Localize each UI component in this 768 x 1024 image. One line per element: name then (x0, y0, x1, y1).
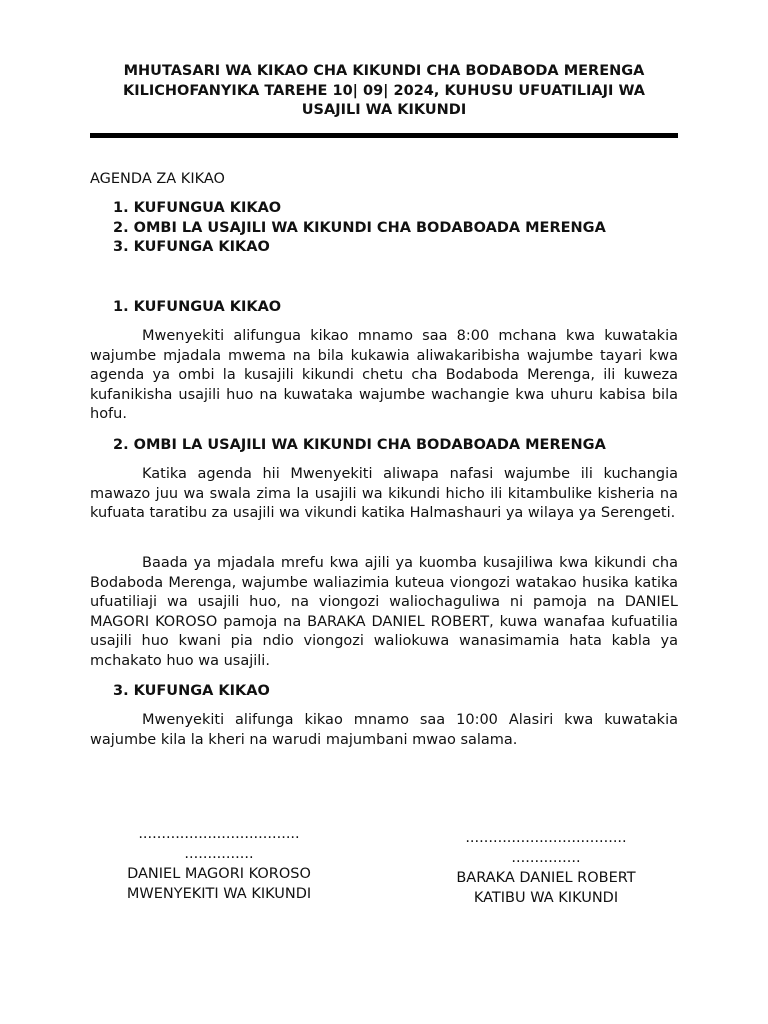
agenda-item: 2. OMBI LA USAJILI WA KIKUNDI CHA BODABOADA MERENGA (113, 219, 606, 236)
signatory-role: KATIBU WA KIKUNDI (473, 890, 619, 906)
section-2-heading: 2. OMBI LA USAJILI WA KIKUNDI CHA BODABOADA MERENGA (113, 437, 606, 453)
signatory-name: BARAKA DANIEL ROBERT (456, 870, 636, 886)
agenda-item: 1. KUFUNGUA KIKAO (113, 200, 282, 216)
signature-dots-line: ............... (184, 846, 254, 862)
agenda-item: 3. KUFUNGA KIKAO (113, 239, 270, 255)
title-divider (90, 133, 678, 138)
agenda-list (113, 199, 606, 258)
signatory-role: MWENYEKITI WA KIKUNDI (126, 886, 312, 902)
section-1-paragraph: Mwenyekiti alifungua kikao mnamo saa 8:00 mchana kwa kuwatakia wajumbe mjadala mwema na bila kukawia aliwakaribisha wajumbe tayari kwa agenda ya ombi la kusajili kikundi chetu cha Bodaboda Merenga, ili kuweza kufanikisha usajili huo na kuwataka wajumbe wachangie kwa uhuru kabisa bila hofu. (90, 328, 678, 423)
signature-dots-line: ............... (511, 850, 581, 866)
signature-dots-line: ................................... (465, 830, 627, 846)
title-line-2: KILICHOFANYIKA TAREHE 10| 09| 2024, KUHUSU UFUATILIAJI WA (122, 82, 646, 99)
title-line-3: USAJILI WA KIKUNDI (301, 102, 467, 118)
document-title (90, 62, 678, 121)
section-2-paragraph-2: Baada ya mjadala mrefu kwa ajili ya kuomba kusajiliwa kwa kikundi cha Bodaboda Merenga, wajumbe waliazimia kuteua viongozi watakao husika katika ufuatiliaji wa usajili huo, na viongozi waliochaguliwa ni pamoja na DANIEL MAGORI KOROSO pamoja na BARAKA DANIEL ROBERT, kuwa wanafaa kufuatilia usajili huo kwani pia ndio viongozi waliokuwa wanasimamia hata kabla ya mchakato huo wa usajili. (90, 555, 678, 669)
section-3-paragraph: Mwenyekiti alifunga kikao mnamo saa 10:00 Alasiri kwa kuwatakia wajumbe kila la kheri na warudi majumbani mwao salama. (90, 712, 678, 748)
section-2-paragraph-1: Katika agenda hii Mwenyekiti aliwapa nafasi wajumbe ili kuchangia mawazo juu wa swala zima la usajili wa kikundi hicho ili kitambulike kisheria na kufuata taratibu za usajili wa vikundi katika Halmashauri ya wilaya ya Serengeti. (90, 466, 678, 522)
agenda-heading: AGENDA ZA KIKAO (90, 171, 225, 187)
signature-block-secretary (416, 828, 676, 908)
section-1-heading: 1. KUFUNGUA KIKAO (113, 299, 282, 315)
section-3-heading: 3. KUFUNGA KIKAO (113, 683, 270, 699)
signature-block-chairman (89, 824, 349, 904)
signature-dots-line: ................................... (138, 826, 300, 842)
signatory-name: DANIEL MAGORI KOROSO (127, 866, 311, 882)
title-line-1: MHUTASARI WA KIKAO CHA KIKUNDI CHA BODABODA MERENGA (123, 63, 645, 79)
